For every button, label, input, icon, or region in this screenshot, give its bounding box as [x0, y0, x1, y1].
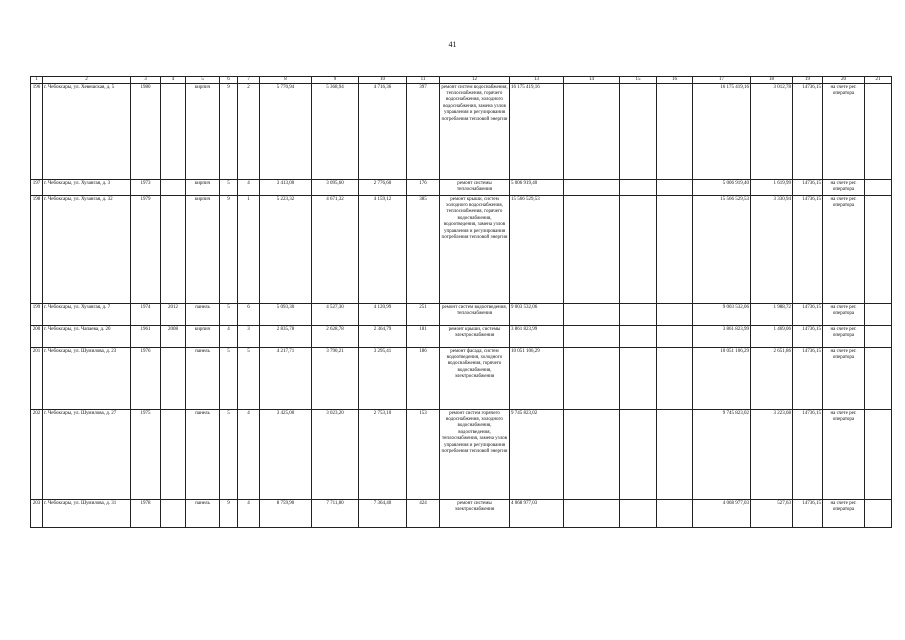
- col21-cell: [865, 326, 892, 348]
- residential-area-cell: 4 120,99: [359, 304, 407, 326]
- year-cell: 1976: [131, 348, 161, 410]
- col14-cell: [564, 84, 620, 180]
- year-cell: 1974: [131, 304, 161, 326]
- entrances-cell: 4: [238, 180, 260, 196]
- wall-material-cell: панель: [186, 500, 220, 528]
- specific-cost-cell: 3 012,78: [751, 84, 793, 180]
- residents-cell: 153: [407, 410, 440, 500]
- limit-cost-cell: 14736,15: [793, 348, 823, 410]
- header-cell: 8: [260, 77, 312, 84]
- fund-method-cell: на счете рег. оператора: [823, 410, 865, 500]
- wall-material-cell: панель: [186, 348, 220, 410]
- col14-cell: [564, 196, 620, 304]
- entrances-cell: 4: [238, 410, 260, 500]
- year-cell: 1980: [131, 84, 161, 180]
- works-cell: ремонт систем горячего водоснабжения, холодного водоснабжения, водоотведения, теплоснабжения, замена узлов управления и регулирования потребления тепловой энергии: [440, 410, 510, 500]
- header-cell: 13: [510, 77, 564, 84]
- residential-area-cell: 2 753,10: [359, 410, 407, 500]
- total-area-cell: 5 770,94: [260, 84, 312, 180]
- limit-cost-cell: 14736,15: [793, 180, 823, 196]
- area-cell: 2 628,78: [312, 326, 359, 348]
- fund-method-cell: на счете рег. оператора: [823, 500, 865, 528]
- residential-area-cell: 2 776,60: [359, 180, 407, 196]
- specific-cost-cell: 1 469,06: [751, 326, 793, 348]
- col21-cell: [865, 180, 892, 196]
- col15-cell: [620, 326, 657, 348]
- residents-cell: 186: [407, 348, 440, 410]
- year-cell: 1975: [131, 410, 161, 500]
- address-cell: г. Чебоксары, ул. Шумилова, д. 31: [43, 500, 131, 528]
- total-area-cell: 3 425,00: [260, 410, 312, 500]
- entrances-cell: 1: [238, 196, 260, 304]
- col15-cell: [620, 180, 657, 196]
- works-cell: ремонт системы теплоснабжения: [440, 180, 510, 196]
- wall-material-cell: кирпич: [186, 326, 220, 348]
- col21-cell: [865, 348, 892, 410]
- table-row: [31, 304, 892, 326]
- entrances-cell: 4: [238, 500, 260, 528]
- header-cell: 9: [312, 77, 359, 84]
- wall-material-cell: кирпич: [186, 196, 220, 304]
- works-cell: ремонт фасада, систем водоотведения, холодного водоснабжения, горячего водоснабжения, электроснабжения: [440, 348, 510, 410]
- entrances-cell: 6: [238, 304, 260, 326]
- specific-cost-cell: 2 651,86: [751, 348, 793, 410]
- table-row: [31, 326, 892, 348]
- header-cell: 2: [43, 77, 131, 84]
- limit-cost-cell: 14736,15: [793, 410, 823, 500]
- row-number: 199: [31, 304, 43, 326]
- col14-cell: [564, 500, 620, 528]
- col15-cell: [620, 500, 657, 528]
- row-number: 202: [31, 410, 43, 500]
- residents-cell: 397: [407, 84, 440, 180]
- area-cell: 7 711,80: [312, 500, 359, 528]
- capital-repair-table: [30, 76, 892, 528]
- residential-area-cell: 7 364,40: [359, 500, 407, 528]
- address-cell: г. Чебоксары, ул. Шумилова, д. 23: [43, 348, 131, 410]
- limit-cost-cell: 14736,15: [793, 326, 823, 348]
- limit-cost-cell: 14736,15: [793, 84, 823, 180]
- address-cell: г. Чебоксары, ул. Хузангая, д. 3: [43, 180, 131, 196]
- cost-cell: 15 566 529,53: [510, 196, 564, 304]
- cost-fund-cell: 9 745 823,02: [693, 410, 751, 500]
- renovation-year-cell: [161, 410, 186, 500]
- col14-cell: [564, 326, 620, 348]
- total-area-cell: 8 759,90: [260, 500, 312, 528]
- row-number: 196: [31, 84, 43, 180]
- header-cell: 4: [161, 77, 186, 84]
- table-row: [31, 410, 892, 500]
- limit-cost-cell: 14736,15: [793, 500, 823, 528]
- address-cell: г. Чебоксары, ул. Хузангая, д. 32: [43, 196, 131, 304]
- renovation-year-cell: [161, 84, 186, 180]
- renovation-year-cell: [161, 500, 186, 528]
- entrances-cell: 3: [238, 326, 260, 348]
- header-cell: 15: [620, 77, 657, 84]
- wall-material-cell: кирпич: [186, 180, 220, 196]
- floors-cell: 9: [220, 84, 238, 180]
- fund-method-cell: на счете рег. оператора: [823, 180, 865, 196]
- floors-cell: 5: [220, 410, 238, 500]
- col16-cell: [657, 348, 693, 410]
- year-cell: 1973: [131, 180, 161, 196]
- cost-fund-cell: 15 566 529,53: [693, 196, 751, 304]
- table-row: [31, 84, 892, 180]
- table-row: [31, 500, 892, 528]
- cost-cell: 4 068 977,03: [510, 500, 564, 528]
- fund-method-cell: на счете рег. оператора: [823, 84, 865, 180]
- specific-cost-cell: 3 330,94: [751, 196, 793, 304]
- header-cell: 1: [31, 77, 43, 84]
- cost-fund-cell: 16 175 419,16: [693, 84, 751, 180]
- fund-method-cell: на счете рег. оператора: [823, 348, 865, 410]
- floors-cell: 5: [220, 348, 238, 410]
- residents-cell: 181: [407, 326, 440, 348]
- area-cell: 4 527,30: [312, 304, 359, 326]
- col16-cell: [657, 196, 693, 304]
- header-cell: 6: [220, 77, 238, 84]
- address-cell: г. Чебоксары, ул. Шумилова, д. 27: [43, 410, 131, 500]
- address-cell: г. Чебоксары, ул. Хузангая, д. 7: [43, 304, 131, 326]
- col16-cell: [657, 304, 693, 326]
- col15-cell: [620, 348, 657, 410]
- header-cell: 11: [407, 77, 440, 84]
- year-cell: 1978: [131, 500, 161, 528]
- row-number: 203: [31, 500, 43, 528]
- wall-material-cell: кирпич: [186, 84, 220, 180]
- year-cell: 1979: [131, 196, 161, 304]
- header-cell: 12: [440, 77, 510, 84]
- total-area-cell: 3 413,00: [260, 180, 312, 196]
- total-area-cell: 5 223,32: [260, 196, 312, 304]
- works-cell: ремонт крыши, систем холодного водоснабжения, теплоснабжения, горячего водоснабжения, водоотведения, замена узлов управления и регулирования потребления тепловой энергии: [440, 196, 510, 304]
- cost-cell: 5 006 919,40: [510, 180, 564, 196]
- works-cell: ремонт систем водоснабжения, теплоснабжения, горячего водоснабжения, холодного водоснабжения, замена узлов управления и регулирования потребления тепловой энергии: [440, 84, 510, 180]
- total-area-cell: 2 835,78: [260, 326, 312, 348]
- fund-method-cell: на счете рег. оператора: [823, 196, 865, 304]
- floors-cell: 9: [220, 500, 238, 528]
- renovation-year-cell: [161, 180, 186, 196]
- area-cell: 4 671,32: [312, 196, 359, 304]
- works-cell: ремонт систем водоотведения, теплоснабжения: [440, 304, 510, 326]
- header-cell: 3: [131, 77, 161, 84]
- fund-method-cell: на счете рег. оператора: [823, 304, 865, 326]
- renovation-year-cell: [161, 348, 186, 410]
- cost-fund-cell: 5 006 919,40: [693, 180, 751, 196]
- col14-cell: [564, 180, 620, 196]
- row-number: 200: [31, 326, 43, 348]
- header-cell: 21: [865, 77, 892, 84]
- col21-cell: [865, 410, 892, 500]
- col16-cell: [657, 84, 693, 180]
- total-area-cell: 4 217,71: [260, 348, 312, 410]
- page-number: 41: [448, 40, 457, 49]
- floors-cell: 5: [220, 304, 238, 326]
- address-cell: г. Чебоксары, ул. Хевешская, д. 5: [43, 84, 131, 180]
- row-number: 198: [31, 196, 43, 304]
- address-cell: г. Чебоксары, ул. Чапаева, д. 20: [43, 326, 131, 348]
- header-row: [31, 77, 892, 84]
- header-cell: 20: [823, 77, 865, 84]
- renovation-year-cell: 2008: [161, 326, 186, 348]
- residents-cell: 424: [407, 500, 440, 528]
- cost-cell: 9 745 823,02: [510, 410, 564, 500]
- col15-cell: [620, 410, 657, 500]
- specific-cost-cell: 1 988,72: [751, 304, 793, 326]
- residential-area-cell: 4 159,12: [359, 196, 407, 304]
- cost-cell: 9 003 532,06: [510, 304, 564, 326]
- year-cell: 1961: [131, 326, 161, 348]
- col14-cell: [564, 348, 620, 410]
- entrances-cell: 2: [238, 84, 260, 180]
- works-cell: ремонт крыши, системы электроснабжения: [440, 326, 510, 348]
- residents-cell: 385: [407, 196, 440, 304]
- header-cell: 10: [359, 77, 407, 84]
- renovation-year-cell: 2012: [161, 304, 186, 326]
- row-number: 201: [31, 348, 43, 410]
- row-number: 197: [31, 180, 43, 196]
- specific-cost-cell: 527,63: [751, 500, 793, 528]
- wall-material-cell: панель: [186, 304, 220, 326]
- header-cell: 5: [186, 77, 220, 84]
- area-cell: 3 790,21: [312, 348, 359, 410]
- cost-cell: 16 175 419,16: [510, 84, 564, 180]
- col14-cell: [564, 304, 620, 326]
- renovation-year-cell: [161, 196, 186, 304]
- table-row: [31, 196, 892, 304]
- col16-cell: [657, 410, 693, 500]
- entrances-cell: 5: [238, 348, 260, 410]
- col16-cell: [657, 326, 693, 348]
- cost-fund-cell: 4 068 977,03: [693, 500, 751, 528]
- col16-cell: [657, 500, 693, 528]
- table-row: [31, 180, 892, 196]
- area-cell: 3 095,60: [312, 180, 359, 196]
- fund-method-cell: на счете рег. оператора: [823, 326, 865, 348]
- table-row: [31, 348, 892, 410]
- col16-cell: [657, 180, 693, 196]
- col15-cell: [620, 304, 657, 326]
- cost-fund-cell: 10 051 106,29: [693, 348, 751, 410]
- wall-material-cell: панель: [186, 410, 220, 500]
- specific-cost-cell: 1 619,99: [751, 180, 793, 196]
- area-cell: 3 023,20: [312, 410, 359, 500]
- cost-cell: 10 051 106,29: [510, 348, 564, 410]
- header-cell: 7: [238, 77, 260, 84]
- floors-cell: 5: [220, 180, 238, 196]
- floors-cell: 9: [220, 196, 238, 304]
- residential-area-cell: 4 716,36: [359, 84, 407, 180]
- limit-cost-cell: 14736,15: [793, 196, 823, 304]
- col21-cell: [865, 84, 892, 180]
- header-cell: 17: [693, 77, 751, 84]
- residents-cell: 176: [407, 180, 440, 196]
- col21-cell: [865, 304, 892, 326]
- header-cell: 19: [793, 77, 823, 84]
- cost-fund-cell: 9 003 532,06: [693, 304, 751, 326]
- limit-cost-cell: 14736,15: [793, 304, 823, 326]
- total-area-cell: 5 093,30: [260, 304, 312, 326]
- header-cell: 18: [751, 77, 793, 84]
- cost-cell: 3 861 823,99: [510, 326, 564, 348]
- col21-cell: [865, 196, 892, 304]
- residential-area-cell: 3 295,41: [359, 348, 407, 410]
- residential-area-cell: 2 364,79: [359, 326, 407, 348]
- col21-cell: [865, 500, 892, 528]
- specific-cost-cell: 3 223,68: [751, 410, 793, 500]
- col14-cell: [564, 410, 620, 500]
- area-cell: 5 368,94: [312, 84, 359, 180]
- col15-cell: [620, 196, 657, 304]
- col15-cell: [620, 84, 657, 180]
- floors-cell: 4: [220, 326, 238, 348]
- residents-cell: 251: [407, 304, 440, 326]
- works-cell: ремонт системы электроснабжения: [440, 500, 510, 528]
- header-cell: 14: [564, 77, 620, 84]
- header-cell: 16: [657, 77, 693, 84]
- cost-fund-cell: 3 861 823,99: [693, 326, 751, 348]
